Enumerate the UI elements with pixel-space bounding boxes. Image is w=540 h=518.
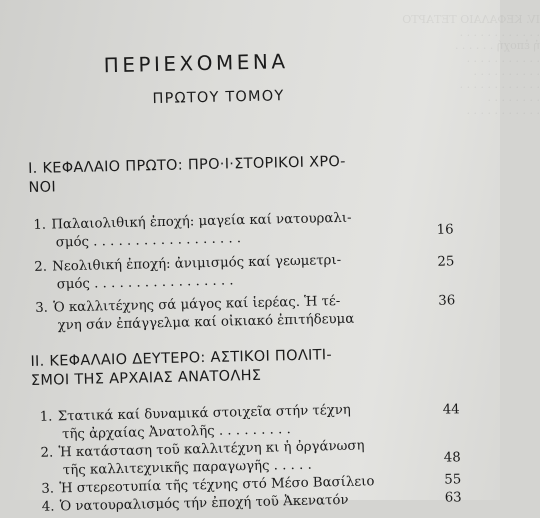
entry-title: Ὁ καλλιτέχνης σά μάγος καί ἱερέας. Ἡ τέ- xyxy=(53,293,341,316)
entry-title: Νεολιθική ἐποχή: ἀνιμισμός καί γεωμετρι- xyxy=(52,252,342,275)
entry-title: Στατικά καί δυναμικά στοιχεῖα στήν τέχνη xyxy=(57,402,351,425)
chapter-heading-line: ΣΜΟΙ ΤΗΣ ΑΡΧΑΙΑΣ ΑΝΑΤΟΛΗΣ xyxy=(30,367,262,390)
entry-title-continued: σμός . . . . . . . . . . . . . . . . . xyxy=(56,273,234,293)
entry-number: 3. xyxy=(35,300,49,316)
entry-number: 1. xyxy=(39,409,53,425)
entry-number: 4. xyxy=(41,499,55,515)
bleed-through-texture: ΙV. ΚΕΦΑΛΑΙΟ ΤΕΤΑΡΤΟ . . . . . . . . . . . . ἡ ἐποχή . . . . . . . . . . . . . . . . . . . . . . . . . . . . . . . . . . . . . . . . . . . . . . . . . . . . . . . . . . xyxy=(402,13,540,117)
entry-title-continued: χνη σάν ἐπάγγελμα καί οἰκιακό ἐπιτήδευμα xyxy=(57,311,355,334)
page-number: 48 xyxy=(443,450,461,466)
entry-title: Ὁ νατουραλισμός τήν ἐποχή τοῦ Ἀκενατόν xyxy=(59,492,349,515)
page-title: ΠΕΡΙΕΧΟΜΕΝΑ xyxy=(103,49,289,78)
entry-number: 1. xyxy=(33,217,47,233)
page-number: 44 xyxy=(442,402,460,418)
toc-entry xyxy=(34,249,465,295)
page-number: 36 xyxy=(438,293,456,309)
page-number: 63 xyxy=(444,490,462,506)
page-number: 16 xyxy=(436,222,454,238)
entry-title: Παλαιολιθική ἐποχή: μαγεία καί νατουραλι- xyxy=(51,210,352,233)
entry-title: Ἡ κατάσταση τοῦ καλλιτέχνη κι ἡ ὀργάνωση xyxy=(58,438,365,461)
toc-entry xyxy=(33,207,464,253)
entry-title: Ἡ στερεοτυπία τῆς τέχνης στό Μέσο Βασίλειο xyxy=(59,474,375,497)
chapter-heading xyxy=(28,151,434,198)
toc-entry xyxy=(35,290,466,336)
entry-title-continued: τῆς καλλιτεχνικῆς παραγωγῆς . . . . . xyxy=(62,457,312,479)
page-number: 55 xyxy=(444,472,462,488)
chapter-heading-line: ΝΟΙ xyxy=(28,179,57,197)
entry-number: 2. xyxy=(40,445,54,461)
chapter-heading-line: ΙΙ. ΚΕΦΑΛΑΙΟ ΔΕΥΤΕΡΟ: ΑΣΤΙΚΟΙ ΠΟΛΙΤΙ- xyxy=(30,347,333,371)
page-number: 25 xyxy=(437,254,455,270)
entry-number: 3. xyxy=(41,481,55,497)
volume-subtitle: ΠΡΩΤΟΥ ΤΟΜΟΥ xyxy=(152,88,285,108)
entry-title-continued: σμός . . . . . . . . . . . . . . . . . . xyxy=(55,231,242,251)
chapter-heading xyxy=(30,343,451,391)
entry-title-continued: τῆς ἀρχαίας Ἀνατολῆς . . . . . . . . . xyxy=(61,422,291,443)
chapter-heading-line: Ι. ΚΕΦΑΛΑΙΟ ΠΡΩΤΟ: ΠΡΟ·Ι·ΣΤΟΡΙΚΟΙ ΧΡΟ- xyxy=(27,153,346,178)
entry-number: 2. xyxy=(34,259,48,275)
